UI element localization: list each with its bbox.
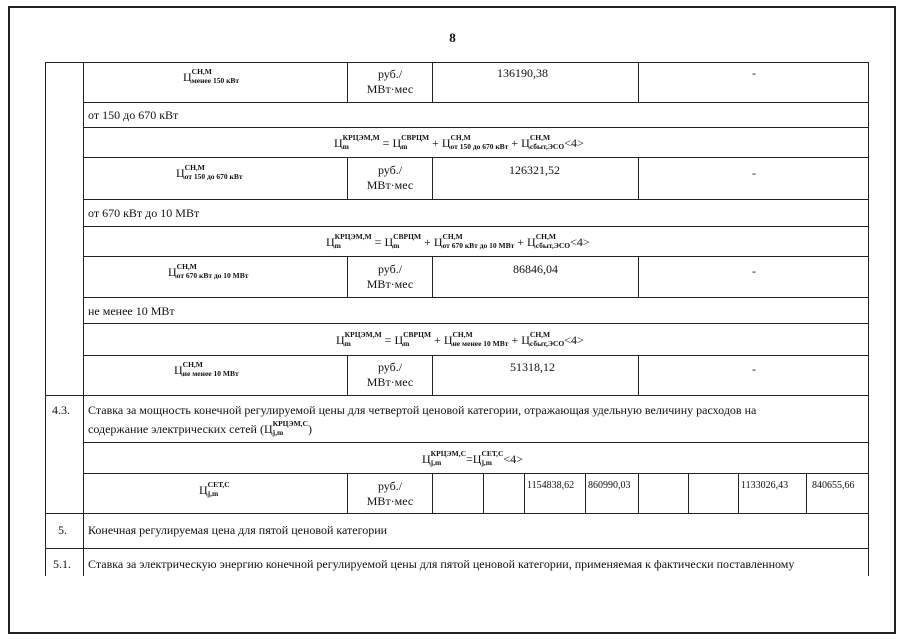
price-symbol: Ц СН,М менее 150 кВт (183, 67, 240, 85)
formula: Ц КРЦЭМ,М m = Ц СВРЦМ m + Ц СН,М не менее 10 МВт + Ц СН,М сбыт,ЭСО <4> (336, 330, 584, 348)
hline (45, 548, 869, 549)
vline (432, 355, 433, 395)
item-number: 4.3. (52, 403, 70, 417)
vline (524, 473, 525, 513)
hline (45, 395, 869, 396)
price-value: 51318,12 (510, 360, 555, 374)
page-border (8, 6, 896, 634)
hline (83, 256, 869, 257)
hline (83, 199, 869, 200)
price-value: 860990,03 (588, 480, 631, 491)
formula: Ц КРЦЭМ,М m = Ц СВРЦМ m + Ц СН,М от 150 до 670 кВт + Ц СН,М сбыт,ЭСО <4> (334, 133, 584, 151)
hline (83, 226, 869, 227)
unit-label: руб./ МВт·мес (366, 262, 414, 291)
hline (83, 355, 869, 356)
hline (83, 442, 869, 443)
price-value: 840655,66 (812, 480, 855, 491)
item-number: 5. (58, 523, 67, 537)
empty-dash: - (752, 264, 756, 278)
empty-dash: - (752, 66, 756, 80)
vline (483, 473, 484, 513)
item-text: Ставка за электрическую энергию конечной регулируемой цены для пятой ценовой категории, применяемая к фактически поставленному (88, 557, 795, 571)
hline (45, 62, 869, 63)
price-value: 136190,38 (497, 66, 548, 80)
item-text: Конечная регулируемая цена для пятой ценовой категории (88, 523, 388, 537)
price-value: 1154838,62 (527, 480, 575, 491)
price-symbol: Ц СН,М от 670 кВт до 10 МВт (168, 262, 249, 280)
formula: Ц КРЦЭМ,С j,m =Ц СЕТ,С j,m <4> (422, 449, 523, 467)
vline (806, 473, 807, 513)
vline (432, 256, 433, 297)
price-symbol: Ц СН,М от 150 до 670 кВт (176, 163, 243, 181)
unit-label: руб./ МВт·мес (366, 163, 414, 192)
item-text-line1: Ставка за мощность конечной регулируемой цены для четвертой ценовой категории, отражающая удельную величину расходов на (88, 403, 757, 417)
vline (638, 256, 639, 297)
price-symbol: Ц СЕТ,С j,m (199, 480, 230, 498)
hline (45, 513, 869, 514)
vline (738, 473, 739, 513)
vline (432, 473, 433, 513)
price-value: 126321,52 (509, 163, 560, 177)
hline (83, 157, 869, 158)
section-label: от 150 до 670 кВт (88, 108, 179, 122)
vline (638, 157, 639, 199)
price-value: 86846,04 (513, 262, 558, 276)
hline (83, 297, 869, 298)
table-left-border (45, 62, 46, 576)
unit-label: руб./ МВт·мес (366, 479, 414, 508)
vline (585, 473, 586, 513)
vline (688, 473, 689, 513)
table-right-border (868, 62, 869, 576)
item-text-line2: содержание электрических сетей (Ц КРЦЭМ,С j,m ) (88, 419, 312, 437)
section-label: не менее 10 МВт (88, 304, 175, 318)
empty-dash: - (752, 362, 756, 376)
vline (638, 355, 639, 395)
hline (83, 473, 869, 474)
number-column-divider (83, 62, 84, 576)
price-value: 1133026,43 (741, 480, 789, 491)
price-symbol: Ц СН,М не менее 10 МВт (174, 360, 239, 378)
unit-label: руб./ МВт·мес (366, 67, 414, 96)
vline (432, 62, 433, 102)
section-label: от 670 кВт до 10 МВт (88, 206, 200, 220)
formula: Ц КРЦЭМ,М m = Ц СВРЦМ m + Ц СН,М от 670 кВт до 10 МВт + Ц СН,М сбыт,ЭСО <4> (326, 232, 590, 250)
vline (638, 62, 639, 102)
item-number: 5.1. (53, 557, 71, 571)
page-number: 8 (449, 30, 456, 45)
hline (83, 102, 869, 103)
hline (83, 127, 869, 128)
hline (83, 323, 869, 324)
vline (638, 473, 639, 513)
empty-dash: - (752, 166, 756, 180)
unit-label: руб./ МВт·мес (366, 360, 414, 389)
vline (432, 157, 433, 199)
